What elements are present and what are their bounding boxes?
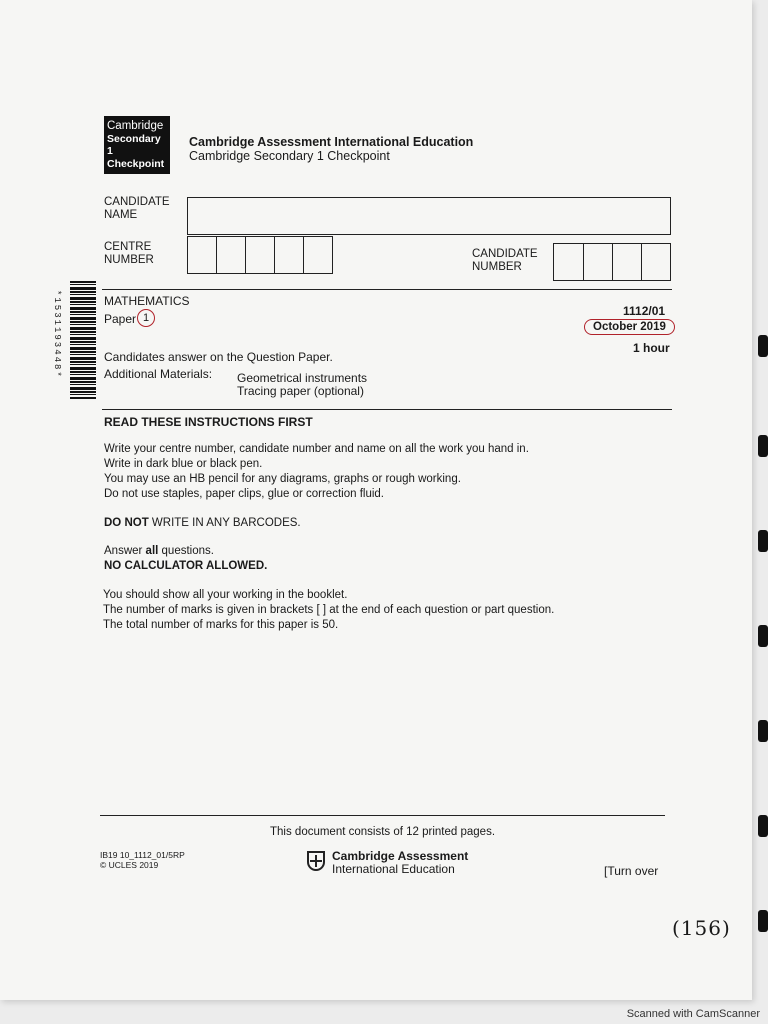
binding-hole <box>758 435 768 457</box>
material-item: Geometrical instruments <box>237 371 368 385</box>
candidate-name-label: CANDIDATE NAME <box>104 196 170 221</box>
divider-bottom <box>100 815 665 816</box>
centre-number-boxes[interactable] <box>187 236 333 274</box>
logo-line-2: Secondary 1 <box>107 132 161 157</box>
barcode <box>70 281 96 399</box>
scanner-watermark: Scanned with CamScanner <box>626 1008 760 1020</box>
exam-date: October 2019 <box>584 319 675 335</box>
logo-line-1: Cambridge <box>107 120 164 132</box>
instruction-line: You should show all your working in the booklet. <box>103 589 348 601</box>
publisher-name: Cambridge Assessment International Education <box>332 849 469 876</box>
cambridge-checkpoint-logo <box>104 116 170 174</box>
exam-duration: 1 hour <box>633 341 670 355</box>
answer-note: Candidates answer on the Question Paper. <box>104 350 333 364</box>
binding-hole <box>758 625 768 647</box>
instruction-line: Write in dark blue or black pen. <box>104 458 263 470</box>
cambridge-crest-icon <box>307 851 325 871</box>
divider-middle <box>102 409 672 410</box>
barcode-warning: DO NOT WRITE IN ANY BARCODES. <box>104 517 301 529</box>
divider-top <box>102 289 672 290</box>
reference-code: IB19 10_1112_01/5RP <box>100 850 185 860</box>
copyright-line: © UCLES 2019 <box>100 860 159 870</box>
binding-hole <box>758 720 768 742</box>
instructions-heading: READ THESE INSTRUCTIONS FIRST <box>104 415 313 429</box>
paper-number: 1 <box>137 309 155 327</box>
handwritten-page-count: (156) <box>672 916 731 940</box>
instruction-line: Do not use staples, paper clips, glue or correction fluid. <box>104 488 384 500</box>
programme-name: Cambridge Secondary 1 Checkpoint <box>189 149 390 163</box>
instructions-block-2 <box>103 588 554 633</box>
instruction-line: The number of marks is given in brackets [ ] at the end of each question or part question. <box>103 604 555 616</box>
binding-hole <box>758 910 768 932</box>
organisation-name: Cambridge Assessment International Education <box>189 135 474 149</box>
page-count-note: This document consists of 12 printed pages. <box>270 826 496 838</box>
instructions-block-1 <box>104 442 529 502</box>
instruction-line: Write your centre number, candidate number and name on all the work you hand in. <box>104 443 529 455</box>
candidate-number-boxes[interactable] <box>553 243 671 281</box>
binding-hole <box>758 815 768 837</box>
binding-hole <box>758 530 768 552</box>
answer-all-instruction: Answer all questions. <box>104 545 214 557</box>
instruction-line: You may use an HB pencil for any diagrams, graphs or rough working. <box>104 473 461 485</box>
paper-code: 1112/01 <box>623 304 666 318</box>
candidate-name-field[interactable] <box>187 197 671 235</box>
paper-label: Paper <box>104 312 137 326</box>
no-calculator-notice: NO CALCULATOR ALLOWED. <box>104 560 268 572</box>
candidate-number-label: CANDIDATE NUMBER <box>472 248 538 273</box>
turn-over-note: [Turn over <box>604 864 659 878</box>
subject-title: MATHEMATICS <box>104 294 190 308</box>
logo-line-3: Checkpoint <box>107 157 165 170</box>
instruction-line: The total number of marks for this paper is 50. <box>103 619 339 631</box>
binding-hole <box>758 335 768 357</box>
materials-label: Additional Materials: <box>104 367 213 381</box>
barcode-number: *1531193448* <box>52 290 62 379</box>
centre-number-label: CENTRE NUMBER <box>104 241 154 266</box>
material-item: Tracing paper (optional) <box>237 384 364 398</box>
